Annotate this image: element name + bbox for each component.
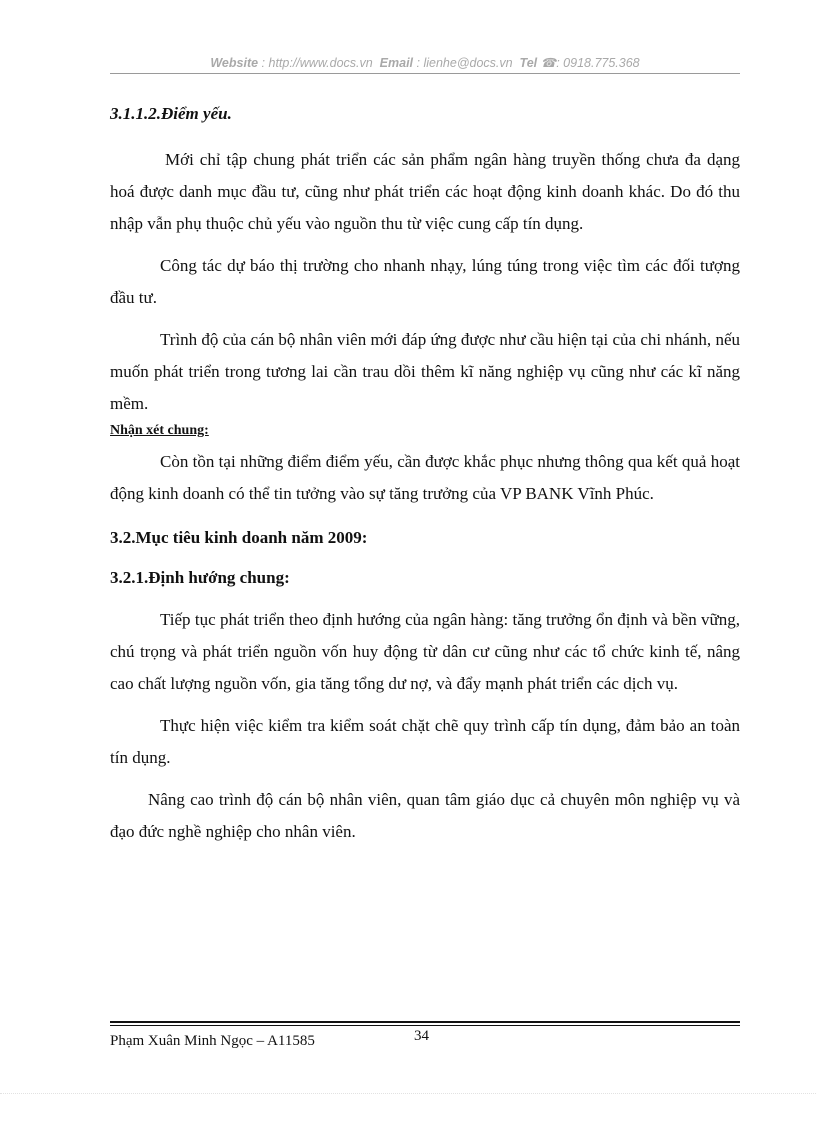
document-body xyxy=(110,98,740,848)
email-value: : lienhe@docs.vn xyxy=(416,56,513,70)
paragraph: Trình độ của cán bộ nhân viên mới đáp ứng được như cầu hiện tại của chi nhánh, nếu muốn phát triển trong tương lai cần trau dồi thêm kĩ năng nghiệp vụ cũng như các kĩ năng mềm. xyxy=(110,330,740,413)
paragraph: Thực hiện việc kiểm tra kiểm soát chặt chẽ quy trình cấp tín dụng, đảm bảo an toàn tín dụng. xyxy=(110,716,740,767)
website-value: : http://www.docs.vn xyxy=(261,56,373,70)
tel-label: Tel xyxy=(519,56,538,70)
paragraph: Còn tồn tại những điểm điểm yếu, cần được khắc phục nhưng thông qua kết quả hoạt động kinh doanh có thể tin tưởng vào sự tăng trưởng của VP BANK Vĩnh Phúc. xyxy=(110,452,740,503)
section-heading-orientation: 3.2.1.Định hướng chung: xyxy=(110,568,290,587)
footer-author: Phạm Xuân Minh Ngọc – A11585 xyxy=(110,1033,315,1049)
website-label: Website xyxy=(210,56,259,70)
footer-rule xyxy=(110,1021,740,1023)
page-header xyxy=(110,55,740,70)
page-number: 34 xyxy=(414,1028,429,1044)
paragraph: Nâng cao trình độ cán bộ nhân viên, quan tâm giáo dục cả chuyên môn nghiệp vụ và đạo đức nghề nghiệp cho nhân viên. xyxy=(110,790,740,841)
paragraph: Công tác dự báo thị trường cho nhanh nhạy, lúng túng trong việc tìm các đối tượng đầu tư. xyxy=(110,256,740,307)
page-edge xyxy=(0,1093,816,1094)
email-label: Email xyxy=(379,56,414,70)
paragraph: Mới chỉ tập chung phát triển các sản phẩm ngân hàng truyền thống chưa đa dạng hoá được danh mục đầu tư, cũng như phát triển các hoạt động kinh doanh khác. Do đó thu nhập vẫn phụ thuộc chủ yếu vào nguồn thu từ việc cung cấp tín dụng. xyxy=(110,150,740,233)
phone-icon: ☎ xyxy=(540,56,557,70)
header-rule xyxy=(110,73,740,74)
remark-heading: Nhận xét chung: xyxy=(110,423,209,438)
paragraph: Tiếp tục phát triển theo định hướng của ngân hàng: tăng trưởng ổn định và bền vững, chú trọng và phát triển nguồn vốn huy động từ dân cư cũng như các tổ chức kinh tế, nâng cao chất lượng nguồn vốn, gia tăng tổng dư nợ, và đẩy mạnh phát triển các dịch vụ. xyxy=(110,610,740,693)
footer-rule xyxy=(110,1025,740,1026)
section-heading-goals: 3.2.Mục tiêu kinh doanh năm 2009: xyxy=(110,528,368,547)
section-heading-weakness: 3.1.1.2.Điểm yếu. xyxy=(110,104,232,123)
tel-value: : 0918.775.368 xyxy=(556,56,640,70)
